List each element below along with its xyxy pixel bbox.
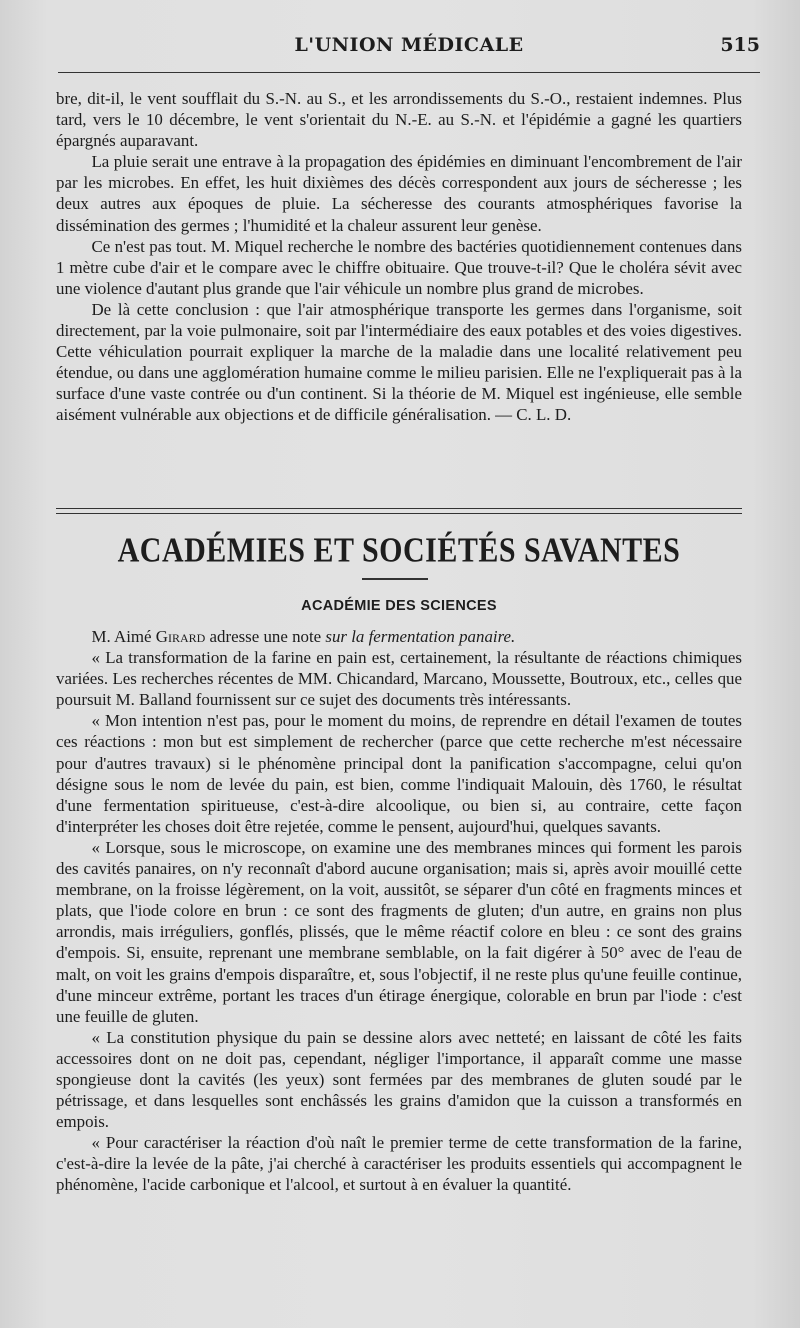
paragraph: La pluie serait une entrave à la propagation des épidémies en diminuant l'encombrement de l'air par les microbes. En effet, les huit dixièmes des décès correspondent aux jours de sécheresse ; les deux autres aux époques de pluie. La sécheresse des courants atmosphériques favorise la dissémination des germes ; l'humidité et la chaleur assurent leur genèse. bbox=[56, 152, 742, 235]
paragraph: De là cette conclusion : que l'air atmosphérique transporte les germes dans l'organisme, soit directement, par la voie pulmonaire, soit par l'intermédiaire des eaux potables et des voies digestives. Cette véhiculation pourrait expliquer la marche de la maladie dans une localité relativement peu étendue, ou dans une agglomération humaine comme le milieu parisien. Elle ne l'expliquerait pas à la surface d'une vaste contrée ou d'un continent. Si la théorie de M. Miquel est ingénieuse, elle semble aisément vulnérable aux objections et de difficile généralisation. — C. L. D. bbox=[56, 299, 742, 425]
section-separator bbox=[56, 508, 742, 514]
paragraph: « La transformation de la farine en pain est, certainement, la résultante de réactions chimiques variées. Les recherches récentes de MM. Chicandard, Marcano, Moussette, Boutroux, etc., celles que poursuit M. Balland fournissent sur ce sujet des documents très intéressants. bbox=[56, 648, 742, 710]
note-title: sur la fermentation panaire. bbox=[325, 627, 516, 646]
paragraph: « Lorsque, sous le microscope, on examine une des membranes minces qui forment les parois des cavités panaires, on n'y reconnaît d'abord aucune organisation; mais si, après avoir mouillé cette membrane, on la froisse légèrement, on la voit, aussitôt, se séparer d'un côté en fragments minces et plats, que l'iode colore en brun : ce sont des fragments de gluten; d'un autre, en grains non plus arrondis, mais irréguliers, gonflés, plissés, que le même réactif colore en bleu : ce sont des grains d'empois. Si, ensuite, reprenant une membrane semblable, on la fait digérer à 50° avec de l'eau de malt, on voit les grains d'empois disparaître, et, sous l'objectif, il ne reste plus qu'une feuille continue, d'une minceur extrême, portant les traces d'un étirage énergique, colorable en brun par l'iode : c'est une feuille de gluten. bbox=[56, 837, 743, 1026]
section-subtitle: ACADÉMIE DES SCIENCES bbox=[301, 598, 497, 614]
paragraph: « Mon intention n'est pas, pour le moment du moins, de reprendre en détail l'examen de toutes ces réactions : mon but est simplement de rechercher (parce que cette recherche m'est nécessaire pour d'autres travaux) si le phénomène principal dont la panification s'accompagne, celui qu'on désigne sous le nom de levée du pain, est bien, comme l'indiquait Malouin, dès 1760, le résultat d'une fermentation spiritueuse, c'est-à-dire alcoolique, ou bien si, au contraire, cette façon d'interpréter les choses doit être rejetée, comme le pensent, aujourd'hui, quelques savants. bbox=[56, 711, 742, 836]
author-name: Girard bbox=[155, 627, 206, 646]
note-intro bbox=[56, 626, 742, 647]
intro-middle: adresse une note bbox=[205, 627, 326, 646]
intro-prefix: M. Aimé bbox=[91, 627, 156, 646]
paragraph: « La constitution physique du pain se dessine alors avec netteté; en laissant de côté les faits accessoires dont on ne doit pas, cependant, négliger l'importance, il apparaît comme une masse spongieuse dont la cavités (les yeux) sont fermées par des membranes de gluten soudé par le pétrissage, et dans lesquelles sont enchâssés les grains d'amidon que la cuisson a transformés en empois. bbox=[56, 1027, 742, 1132]
paragraph: Ce n'est pas tout. M. Miquel recherche le nombre des bactéries quotidiennement contenues dans 1 mètre cube d'air et le compare avec le chiffre obituaire. Que trouve-t-il? Que le choléra sévit avec une violence d'autant plus grande que l'air véhicule un nombre plus grand de microbes. bbox=[56, 236, 742, 298]
paragraph: bre, dit-il, le vent soufflait du S.-N. au S., et les arrondissements du S.-O., restaient indemnes. Plus tard, vers le 10 décembre, le vent s'orientait du N.-E. au S.-N. et l'épidémie a gagné les quartiers épargnés auparavant. bbox=[56, 89, 742, 151]
section-title: ACADÉMIES ET SOCIÉTÉS SAVANTES bbox=[117, 531, 681, 570]
page-number: 515 bbox=[720, 34, 760, 56]
running-head bbox=[58, 34, 760, 64]
header-rule bbox=[58, 72, 760, 73]
paragraph: « Pour caractériser la réaction d'où naît le premier terme de cette transformation de la farine, c'est-à-dire la levée de la pâte, j'ai cherché à caractériser les produits essentiels qui accompagnent le phénomène, l'acide carbonique et l'alcool, et surtout à en évaluer la quantité. bbox=[56, 1133, 742, 1195]
academy-note bbox=[56, 626, 742, 1196]
running-title: L'UNION MÉDICALE bbox=[294, 34, 524, 56]
article-end bbox=[56, 88, 742, 426]
title-rule bbox=[362, 578, 428, 580]
